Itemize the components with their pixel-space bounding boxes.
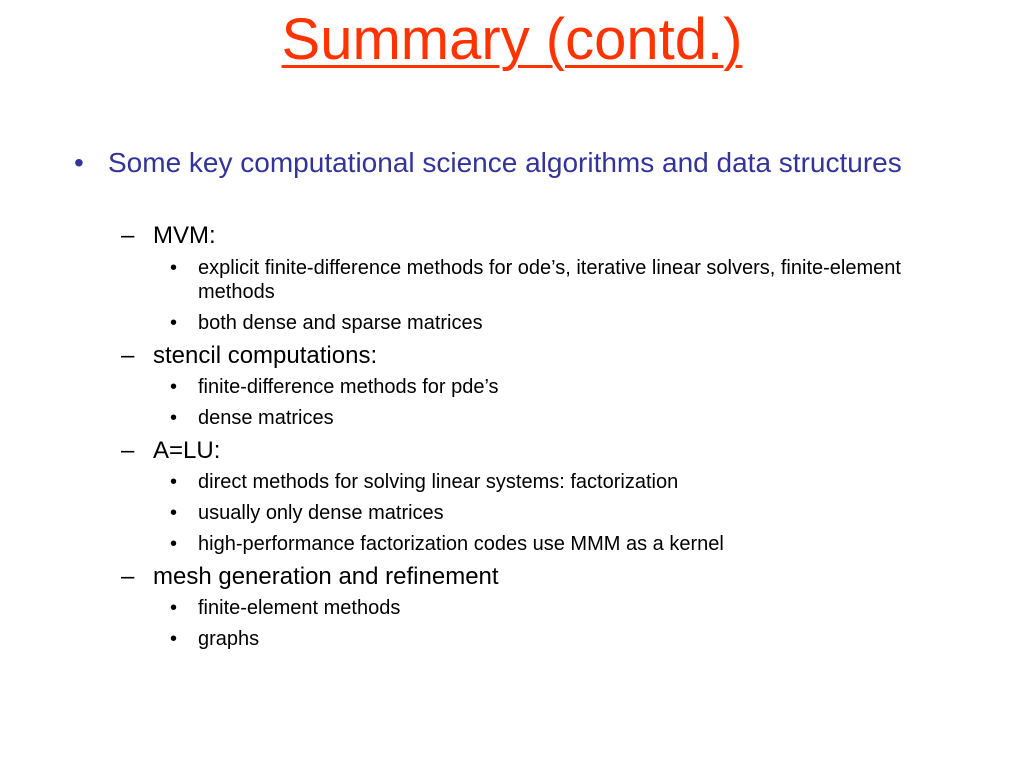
dash-marker: – bbox=[121, 563, 135, 590]
group-heading-mesh: mesh generation and refinement bbox=[153, 563, 499, 590]
sub-bullet-marker: • bbox=[170, 376, 178, 398]
sub-bullet-marker: • bbox=[170, 502, 178, 524]
sub-bullet-marker: • bbox=[170, 407, 178, 429]
list-item: finite-difference methods for pde’s bbox=[198, 376, 499, 398]
dash-marker: – bbox=[121, 222, 135, 249]
list-item: dense matrices bbox=[198, 407, 334, 429]
list-item: direct methods for solving linear systems: factorization bbox=[198, 471, 679, 493]
group-heading-alu: A=LU: bbox=[153, 437, 221, 464]
list-item: finite-element methods bbox=[198, 597, 401, 619]
dash-marker: – bbox=[121, 437, 135, 464]
sub-bullet-marker: • bbox=[170, 533, 178, 555]
sub-bullet-marker: • bbox=[170, 628, 178, 650]
main-bullet-text: Some key computational science algorithms and data structures bbox=[108, 147, 902, 178]
sub-bullet-marker: • bbox=[170, 597, 178, 619]
sub-bullet-marker: • bbox=[170, 257, 178, 279]
list-item: usually only dense matrices bbox=[198, 502, 444, 524]
list-item: high-performance factorization codes use MMM as a kernel bbox=[198, 533, 724, 555]
sub-bullet-marker: • bbox=[170, 471, 178, 493]
group-heading-mvm: MVM: bbox=[153, 222, 216, 249]
list-item: graphs bbox=[198, 628, 260, 650]
group-heading-stencil: stencil computations: bbox=[153, 342, 378, 369]
slide-title: Summary (contd.) bbox=[281, 7, 743, 72]
bullet-marker: • bbox=[74, 147, 84, 178]
sub-bullet-marker: • bbox=[170, 312, 178, 334]
dash-marker: – bbox=[121, 342, 135, 369]
list-item: explicit finite-difference methods for ode’s, iterative linear solvers, finite-element methods bbox=[198, 257, 901, 303]
list-item: both dense and sparse matrices bbox=[198, 312, 483, 334]
